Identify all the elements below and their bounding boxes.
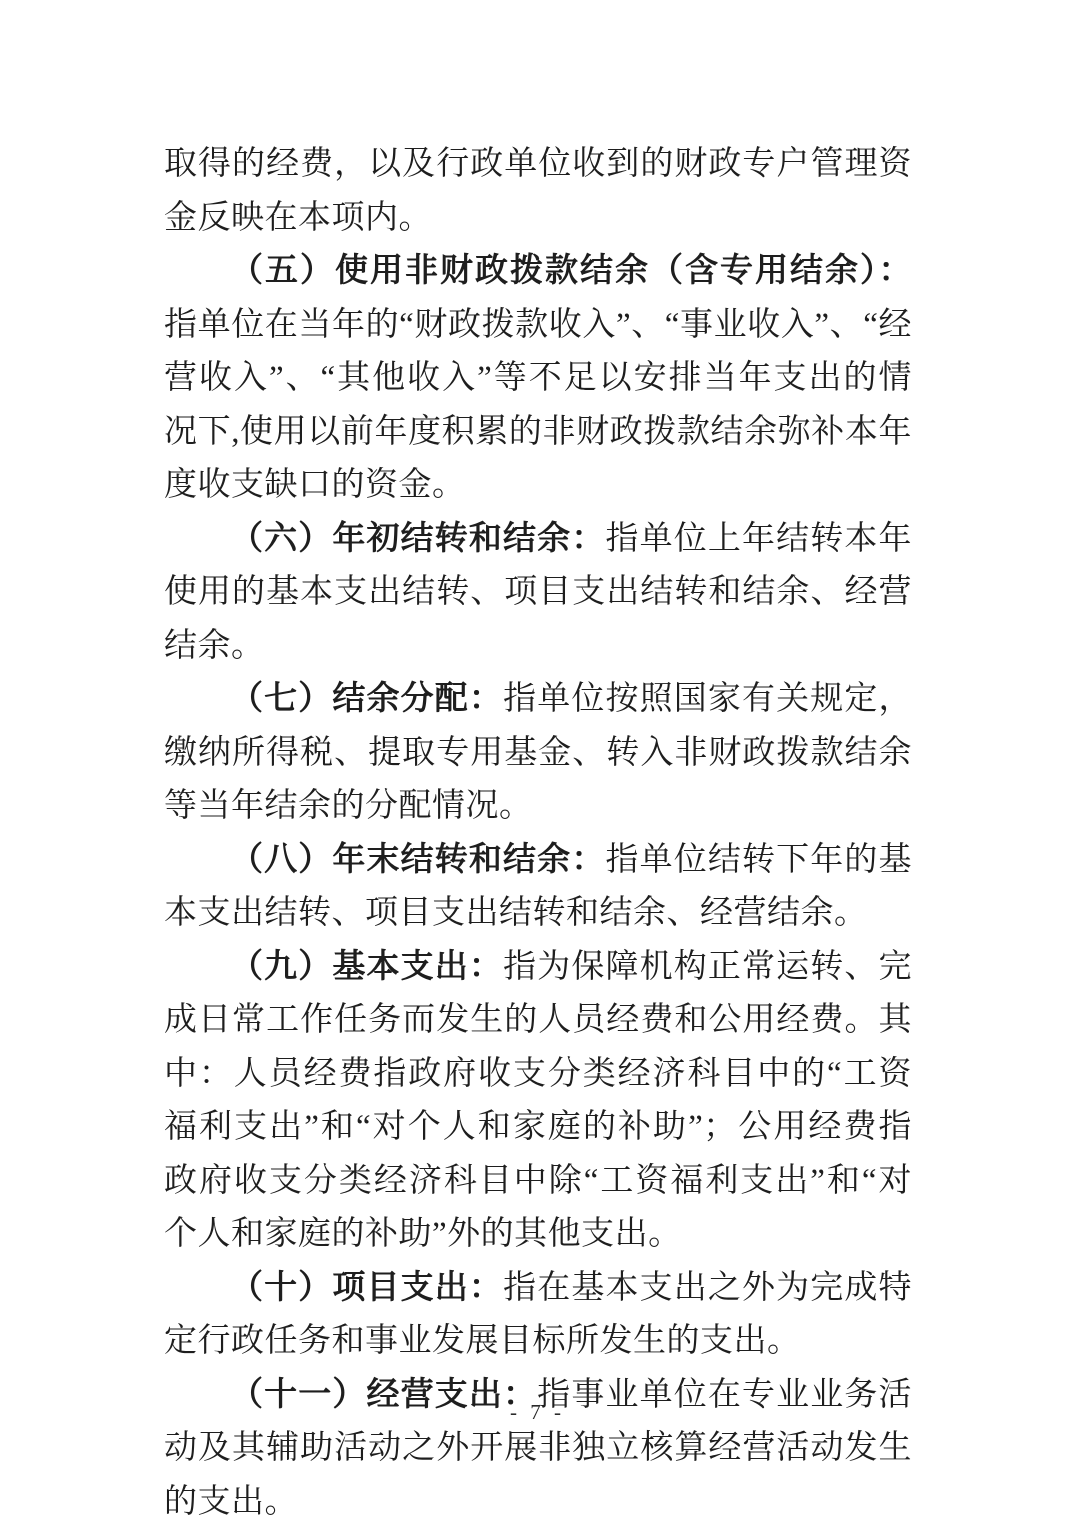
paragraph-text: 指单位结转下年的基本支出结转、项目支出结转和结余、经营结余。 (164, 841, 913, 931)
paragraph (164, 1369, 912, 1520)
paragraph-text: 指在基本支出之外为完成特定行政任务和事业发展目标所发生的支出。 (164, 1269, 913, 1359)
paragraph-text: 指事业单位在专业业务活动及其辅助活动之外开展非独立核算经营活动发生的支出。 (164, 1376, 913, 1520)
page-number: - 7 - (510, 1400, 565, 1424)
term-label: （十一）经营支出： (230, 1376, 538, 1413)
term-label: （七）结余分配： (230, 681, 504, 717)
paragraph (164, 245, 912, 513)
paragraph (164, 673, 912, 834)
paragraph-text: 指单位按照国家有关规定，缴纳所得税、提取专用基金、转入非财政拨款结余等当年结余的分配情况。 (164, 681, 913, 824)
paragraph (164, 1262, 912, 1369)
paragraph-text: 指单位在当年的“财政拨款收入”、“事业收入”、“经营收入”、“其他收入”等不足以安排当年支出的情况下,使用以前年度积累的非财政拨款结余弥补本年度收支缺口的资金。 (164, 306, 912, 503)
paragraph-text: 指单位上年结转本年使用的基本支出结转、项目支出结转和结余、经营结余。 (164, 520, 913, 664)
term-label: （五）使用非财政拨款结余（含专用结余）： (230, 253, 912, 289)
paragraph (164, 513, 912, 674)
document-body (164, 138, 912, 1520)
term-label: （九）基本支出： (230, 948, 504, 985)
paragraph-text: 指为保障机构正常运转、完成日常工作任务而发生的人员经费和公用经费。其中：人员经费指政府收支分类经济科目中的“工资福利支出”和“对个人和家庭的补助”；公用经费指政府收支分类经济科目中除“工资福利支出”和“对个人和家庭的补助”外的其他支出。 (164, 948, 913, 1252)
paragraph-text: 取得的经费，以及行政单位收到的财政专户管理资金反映在本项内。 (164, 146, 912, 236)
paragraph (164, 138, 912, 245)
term-label: （六）年初结转和结余： (230, 520, 606, 557)
term-label: （八）年末结转和结余： (230, 841, 606, 878)
term-label: （十）项目支出： (230, 1269, 504, 1306)
paragraph (164, 834, 912, 941)
paragraph (164, 941, 912, 1262)
